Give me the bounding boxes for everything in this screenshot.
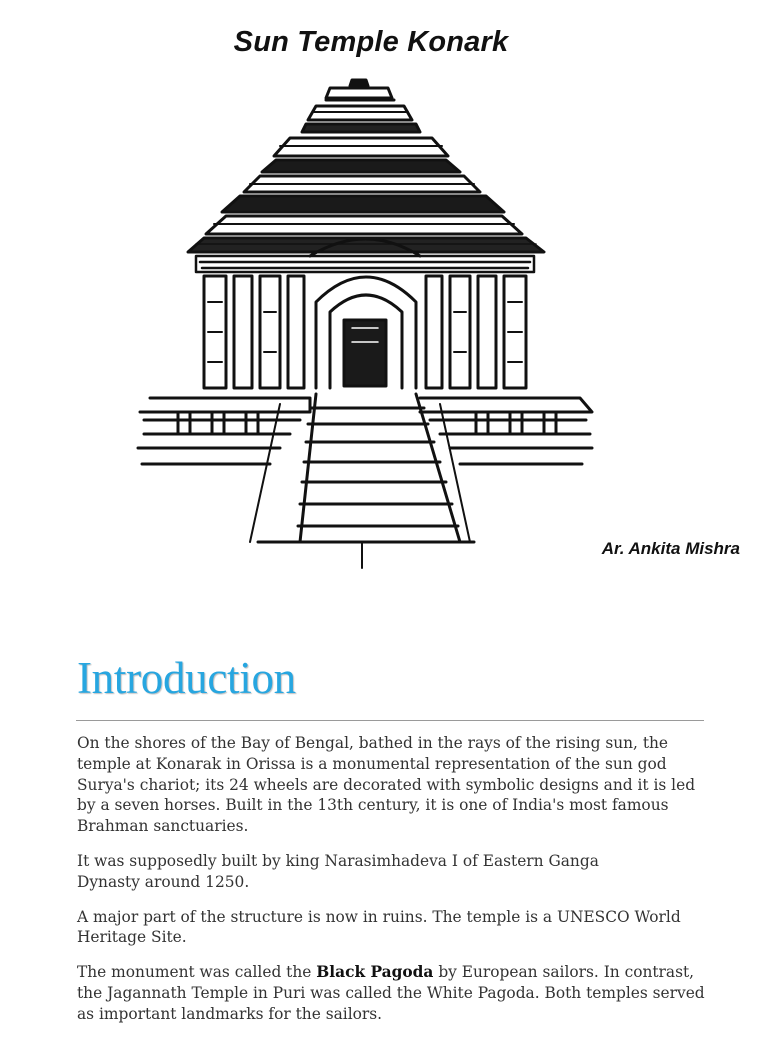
paragraph-1 [77,733,707,837]
author-credit: Ar. Ankita Mishra [601,539,740,558]
text-line: the Jagannath Temple in Puri was called the White Pagoda. Both temples served [77,983,705,1002]
temple-crown [302,80,420,132]
temple-doorway [316,277,416,388]
text-line: On the shores of the Bay of Bengal, bathed in the rays of the rising sun, the [77,734,669,752]
paragraph-3 [77,907,707,949]
text-line: by a seven horses. Built in the 13th century, it is one of India's most famous [77,796,669,815]
text-line: It was supposedly built by king Narasimhadeva I of Eastern Ganga [77,851,599,870]
paragraph-2 [77,851,707,893]
text-run: The monument was called the [77,963,317,982]
paragraph-4 [77,962,707,1024]
bold-term-black-pagoda: Black Pagoda [316,963,434,982]
heading-divider [76,720,704,721]
document-title: Sun Temple Konark [233,26,509,58]
section-body [77,733,707,1039]
text-line: Dynasty around 1250. [77,872,250,891]
text-line: Surya's chariot; its 24 wheels are decorated with symbolic designs and it is led [77,775,696,794]
section-heading: Introduction [77,653,296,703]
text-line: Heritage Site. [77,928,187,947]
text-line: Brahman sanctuaries. [77,817,249,836]
text-run: by European sailors. In contrast, [433,963,695,982]
text-line: as important landmarks for the sailors. [77,1004,383,1023]
text-line: temple at Konarak in Orissa is a monumental representation of the sun god [77,754,667,773]
temple-sketch-illustration [130,72,600,572]
text-line: A major part of the structure is now in ruins. The temple is a UNESCO World [77,907,681,926]
temple-upper-tiers [188,138,544,252]
